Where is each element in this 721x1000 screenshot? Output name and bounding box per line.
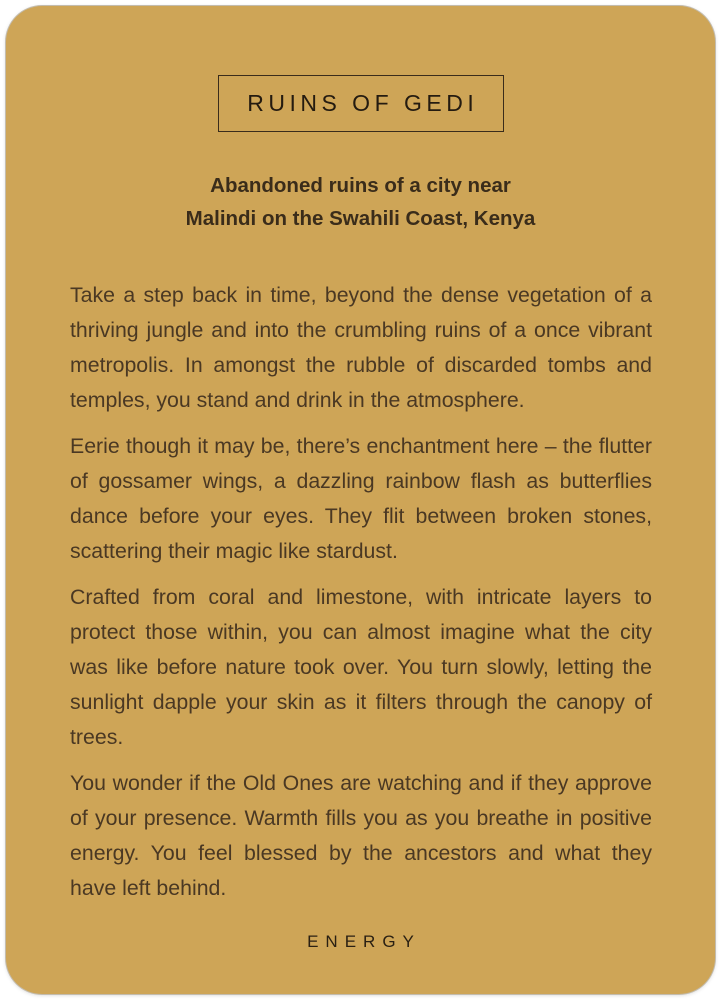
oracle-card [6,6,715,994]
card-title-box [218,75,504,132]
card-category-label: ENERGY [307,932,421,951]
card-title: RUINS OF GEDI [247,90,479,116]
subtitle-line-2: Malindi on the Swahili Coast, Kenya [185,207,536,230]
body-paragraph-4: You wonder if the Old Ones are watching and if they approve of your presence. Warmth fills you as you breathe in positive energy. You feel blessed by the ancestors and what they have left behind. [70,771,652,900]
card-subtitle [6,169,715,235]
body-paragraph-1: Take a step back in time, beyond the dense vegetation of a thriving jungle and into the crumbling ruins of a once vibrant metropolis. In amongst the rubble of discarded tombs and temples, you stand and drink in the atmosphere. [70,283,652,412]
body-paragraph-3: Crafted from coral and limestone, with intricate layers to protect those within, you can almost imagine what the city was like before nature took over. You turn slowly, letting the sunlight dapple your skin as it filters through the canopy of trees. [70,585,652,749]
card-body [70,278,652,917]
body-paragraph-2: Eerie though it may be, there’s enchantment here – the flutter of gossamer wings, a dazzling rainbow flash as butterflies dance before your eyes. They flit between broken stones, scattering their magic like stardust. [70,434,652,563]
subtitle-line-1: Abandoned ruins of a city near [210,174,511,197]
